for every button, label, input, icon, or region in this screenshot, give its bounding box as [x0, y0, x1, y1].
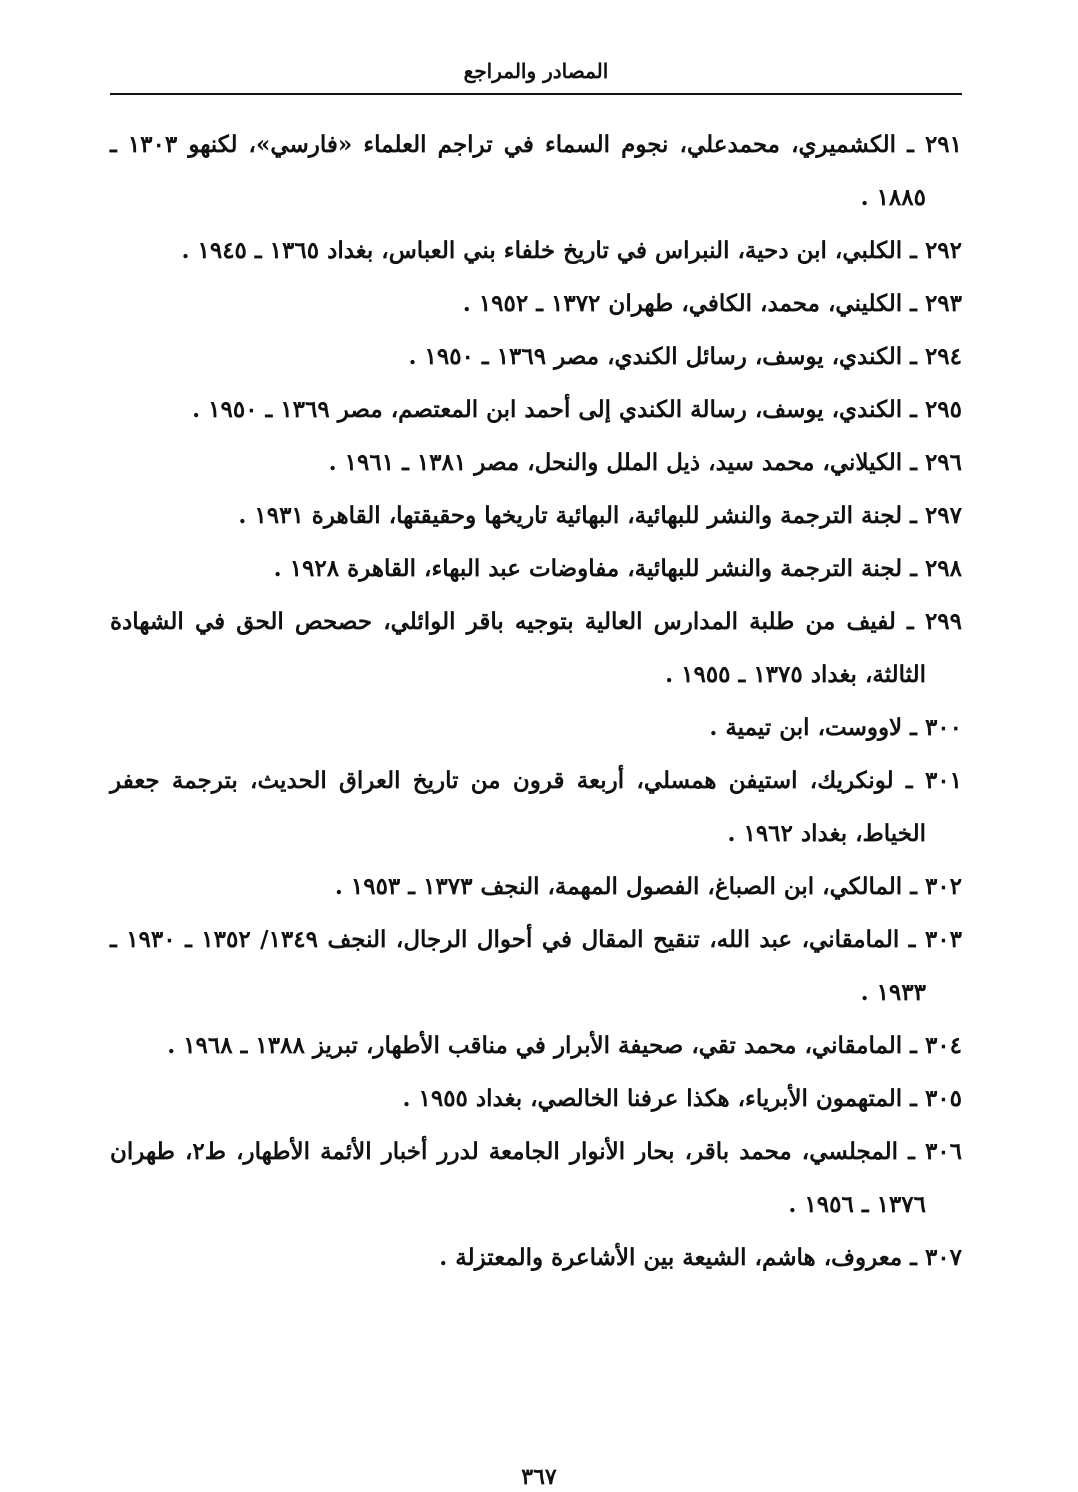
reference-entry: ٢٩٣ ـ الكليني، محمد، الكافي، طهران ١٣٧٢ ـ ١٩٥٢ . — [462, 290, 962, 317]
reference-list — [110, 118, 962, 1284]
running-header: المصادر والمراجع — [463, 59, 609, 83]
reference-entry: ٢٩٥ ـ الكندي، يوسف، رسالة الكندي إلى أحمد ابن المعتصم، مصر ١٣٦٩ ـ ١٩٥٠ . — [192, 396, 962, 423]
reference-entry: ٢٩٦ ـ الكيلاني، محمد سيد، ذيل الملل والنحل، مصر ١٣٨١ ـ ١٩٦١ . — [328, 449, 962, 476]
reference-entry: ٢٩٤ ـ الكندي، يوسف، رسائل الكندي، مصر ١٣٦٩ ـ ١٩٥٠ . — [408, 343, 962, 370]
reference-entry: ٢٩٢ ـ الكلبي، ابن دحية، النبراس في تاريخ خلفاء بني العباس، بغداد ١٣٦٥ ـ ١٩٤٥ . — [181, 237, 962, 264]
reference-entry: ٣٠٧ ـ معروف، هاشم، الشيعة بين الأشاعرة والمعتزلة . — [439, 1244, 962, 1271]
header-rule — [110, 93, 962, 95]
reference-entry: ٣٠٣ ـ المامقاني، عبد الله، تنقيح المقال في أحوال الرجال، النجف ١٣٤٩/ ١٣٥٢ ـ ١٩٣٠ ـ ١٩٣٣ . — [110, 926, 962, 1006]
reference-entry: ٣٠٤ ـ المامقاني، محمد تقي، صحيفة الأبرار في مناقب الأطهار، تبريز ١٣٨٨ ـ ١٩٦٨ . — [167, 1032, 962, 1059]
reference-entry: ٣٠٦ ـ المجلسي، محمد باقر، بحار الأنوار الجامعة لدرر أخبار الأئمة الأطهار، ط٢، طهران ١٣٧٦ ـ ١٩٥٦ . — [110, 1138, 963, 1218]
reference-entry: ٣٠١ ـ لونكريك، استيفن همسلي، أربعة قرون من تاريخ العراق الحديث، بترجمة جعفر الخياط، بغداد ١٩٦٢ . — [110, 767, 962, 847]
reference-entry: ٢٩٧ ـ لجنة الترجمة والنشر للبهائية، البهائية تاريخها وحقيقتها، القاهرة ١٩٣١ . — [238, 502, 962, 529]
reference-entry: ٢٩٨ ـ لجنة الترجمة والنشر للبهائية، مفاوضات عبد البهاء، القاهرة ١٩٢٨ . — [273, 555, 962, 582]
reference-entry: ٣٠٠ ـ لاووست، ابن تيمية . — [709, 714, 962, 741]
reference-entry: ٢٩١ ـ الكشميري، محمدعلي، نجوم السماء في تراجم العلماء «فارسي»، لكنهو ١٣٠٣ ـ ١٨٨٥ . — [110, 131, 963, 211]
reference-entry: ٣٠٥ ـ المتهمون الأبرياء، هكذا عرفنا الخالصي، بغداد ١٩٥٥ . — [402, 1085, 962, 1112]
reference-entry: ٢٩٩ ـ لفيف من طلبة المدارس العالية بتوجيه باقر الوائلي، حصحص الحق في الشهادة الثالثة، بغداد ١٣٧٥ ـ ١٩٥٥ . — [110, 608, 962, 688]
reference-entry: ٣٠٢ ـ المالكي، ابن الصباغ، الفصول المهمة، النجف ١٣٧٣ ـ ١٩٥٣ . — [334, 873, 962, 900]
page-number: ٣٦٧ — [521, 1464, 557, 1490]
